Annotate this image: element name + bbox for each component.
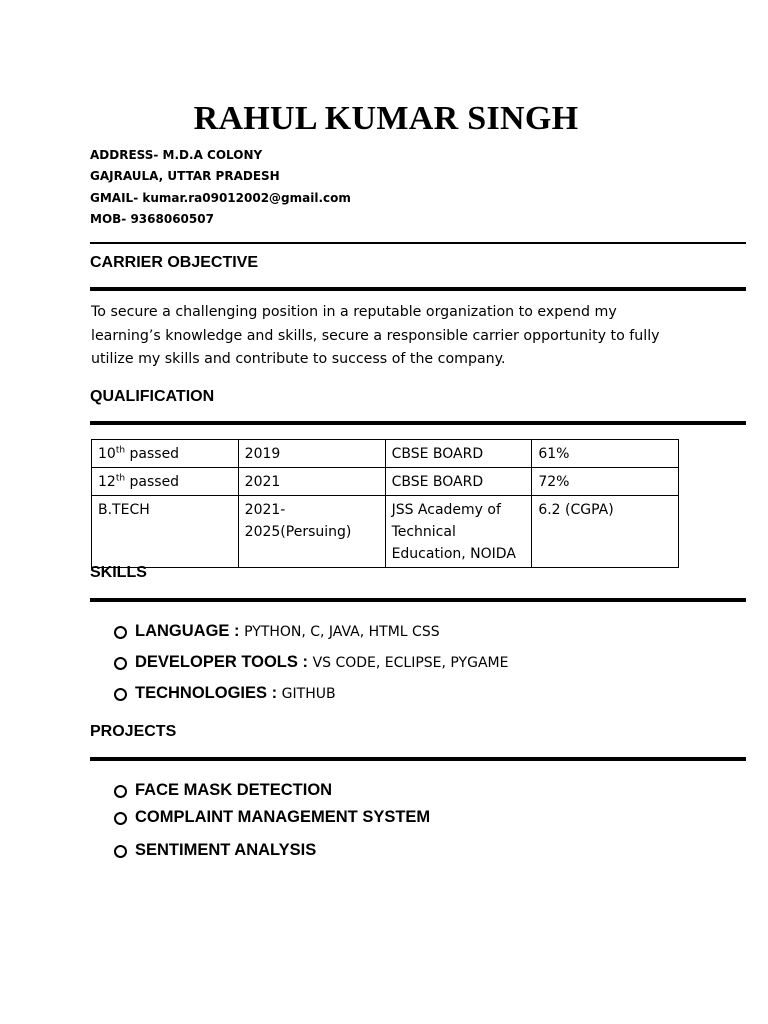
- skills-heading: SKILLS: [90, 564, 147, 581]
- qualification-table: [91, 439, 679, 568]
- contact-mobile: MOB- 9368060507: [90, 212, 214, 226]
- bullet-icon: [114, 785, 127, 798]
- table-row: [92, 468, 679, 496]
- bullet-icon: [114, 657, 127, 670]
- objective-line: To secure a challenging position in a reputable organization to expend my: [91, 304, 617, 320]
- table-row: [92, 496, 679, 568]
- objective-line: utilize my skills and contribute to success of the company.: [91, 351, 506, 367]
- table-cell: 6.2 (CGPA): [532, 496, 679, 568]
- project-item: COMPLAINT MANAGEMENT SYSTEM: [135, 808, 431, 826]
- divider: [90, 287, 746, 291]
- bullet-icon: [114, 845, 127, 858]
- bullet-icon: [114, 812, 127, 825]
- objective-line: learning’s knowledge and skills, secure a responsible carrier opportunity to fully: [91, 327, 660, 344]
- bullet-icon: [114, 688, 127, 701]
- table-cell: 72%: [532, 468, 679, 496]
- table-cell: 2021: [238, 468, 385, 496]
- bullet-icon: [114, 626, 127, 639]
- table-cell: 10th passed: [92, 440, 239, 468]
- table-cell: CBSE BOARD: [385, 440, 532, 468]
- resume-name: RAHUL KUMAR SINGH: [193, 100, 579, 137]
- skill-item: TECHNOLOGIES : GITHUB: [135, 684, 336, 702]
- table-row: [92, 440, 679, 468]
- divider: [90, 598, 746, 602]
- contact-email: GMAIL- kumar.ra09012002@gmail.com: [90, 191, 351, 205]
- table-cell: 2019: [238, 440, 385, 468]
- table-cell: 2021- 2025(Persuing): [238, 496, 385, 568]
- objective-heading: CARRIER OBJECTIVE: [90, 254, 259, 271]
- table-cell: 12th passed: [92, 468, 239, 496]
- skill-item: LANGUAGE : PYTHON, C, JAVA, HTML CSS: [135, 622, 440, 640]
- divider: [90, 421, 746, 425]
- qualification-heading: QUALIFICATION: [90, 388, 215, 405]
- projects-heading: PROJECTS: [90, 723, 177, 740]
- table-cell: JSS Academy of Technical Education, NOIDA: [385, 496, 532, 568]
- objective-text: [91, 301, 691, 372]
- divider: [90, 757, 746, 761]
- contact-address: ADDRESS- M.D.A COLONY: [90, 148, 263, 162]
- divider: [90, 242, 746, 244]
- table-cell: CBSE BOARD: [385, 468, 532, 496]
- table-cell: B.TECH: [92, 496, 239, 568]
- table-cell: 61%: [532, 440, 679, 468]
- contact-city: GAJRAULA, UTTAR PRADESH: [90, 169, 280, 183]
- skill-item: DEVELOPER TOOLS : VS CODE, ECLIPSE, PYGAME: [135, 653, 509, 671]
- project-item: SENTIMENT ANALYSIS: [135, 841, 317, 859]
- project-item: FACE MASK DETECTION: [135, 781, 333, 799]
